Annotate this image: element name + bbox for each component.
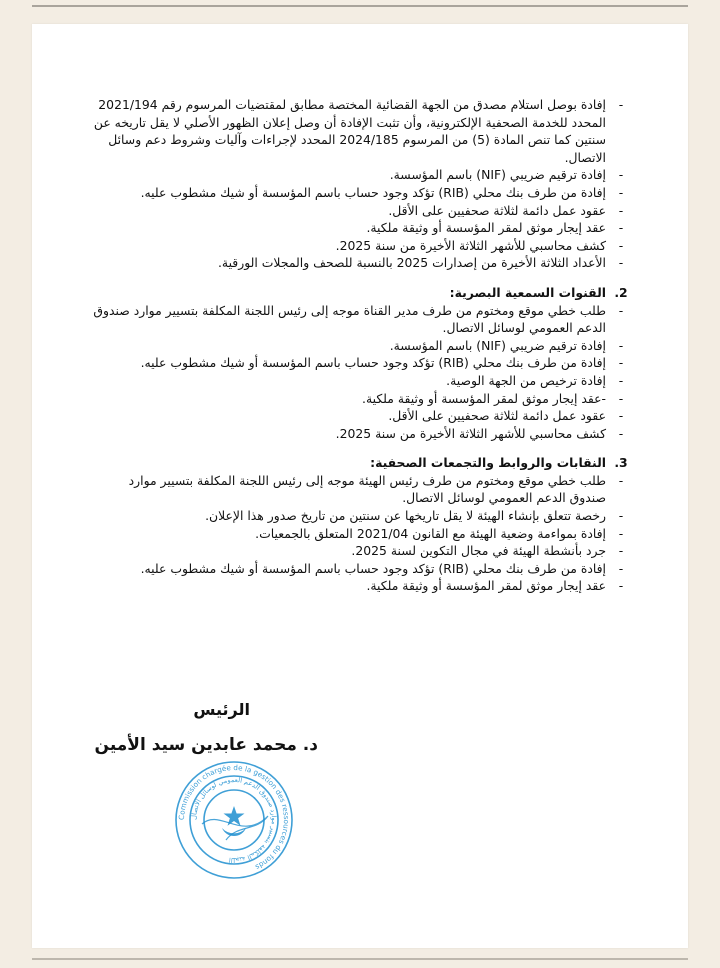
list-item: - عقود عمل دائمة لثلاثة صحفيين على الأقل.	[388, 202, 624, 218]
list-item: - إفادة ترخيص من الجهة الوصية.	[446, 372, 624, 388]
audiovisual-section	[92, 284, 636, 442]
signatory-name: د. محمد عابدين سيد الأمين	[94, 735, 318, 755]
list-item: - جرد بأنشطة الهيئة في مجال التكوين لسنة 2025.	[351, 543, 624, 559]
section-heading	[92, 454, 636, 472]
list-item: - إفادة بوصل استلام مصدق من الجهة القضائية المختصة مطابق لمقتضيات المرسوم رقم 2021/194 المحدد للخدمة الصحفية الإلكترونية، وأن تثبت الإفادة أن وصل إعلان الظهور الأصلي لا يقل تاريخه عن سنتين كما تنص المادة (5) من المرسوم 2024/185 المحدد لإجراءات وآليات وشروط دعم وسائل الاتصال.	[93, 97, 624, 165]
stamp-ring-text-ar: اللجنة المكلفة بتسيير موارد صندوق الدعم العمومي لوسائل الاتصال	[189, 775, 279, 865]
list-item: - الأعداد الثلاثة الأخيرة من إصدارات 2025 بالنسبة للصحف والمجلات الورقية.	[217, 255, 624, 271]
list-item: - -عقد إيجار موثق لمقر المؤسسة أو وثيقة ملكية.	[362, 390, 624, 406]
list-item: - عقد إيجار موثق لمقر المؤسسة أو وثيقة ملكية.	[366, 220, 624, 236]
list-item: - كشف محاسبي للأشهر الثلاثة الأخيرة من سنة 2025.	[335, 237, 624, 253]
list-item: - كشف محاسبي للأشهر الثلاثة الأخيرة من سنة 2025.	[335, 425, 624, 441]
stamp-ring-text-fr: Commission chargée de la gestion des ressources du fonds	[176, 762, 292, 872]
list-item: - إفادة من طرف بنك محلي (RIB) تؤكد وجود حساب باسم المؤسسة أو شيك مشطوب عليه.	[140, 355, 624, 371]
official-stamp-icon	[172, 758, 296, 882]
top-divider	[32, 5, 688, 7]
unions-section	[92, 454, 636, 595]
list-item: - عقود عمل دائمة لثلاثة صحفيين على الأقل.	[388, 408, 624, 424]
list-item: - إفادة من طرف بنك محلي (RIB) تؤكد وجود حساب باسم المؤسسة أو شيك مشطوب عليه.	[140, 184, 624, 200]
document-body	[92, 96, 636, 595]
section-number: 3.	[614, 455, 628, 471]
list-item: - رخصة تتعلق بإنشاء الهيئة لا يقل تاريخها عن سنتين من تاريخ صدور هذا الإعلان.	[205, 508, 624, 524]
section-title: النقابات والروابط والتجمعات الصحفية:	[370, 455, 606, 471]
crescent-star-icon	[222, 806, 246, 836]
list-item: - إفادة من طرف بنك محلي (RIB) تؤكد وجود حساب باسم المؤسسة أو شيك مشطوب عليه.	[140, 560, 624, 576]
list-item: - إفادة بمواءمة وضعية الهيئة مع القانون 2021/04 المتعلق بالجمعيات.	[255, 525, 624, 541]
section-title: القنوات السمعية البصرية:	[449, 284, 606, 300]
section-heading	[92, 284, 636, 302]
section-number: 2.	[614, 284, 628, 300]
list-item: - طلب خطي موقع ومختوم من طرف رئيس الهيئة موجه إلى رئيس اللجنة المكلفة بتسيير موارد صندوق الدعم العمومي لوسائل الاتصال.	[128, 472, 624, 506]
signatory-title: الرئيس	[193, 700, 250, 719]
list-item: - طلب خطي موقع ومختوم من طرف مدير القناة موجه إلى رئيس اللجنة المكلفة بتسيير موارد صندوق الدعم العمومي لوسائل الاتصال.	[93, 302, 624, 336]
press-requirements-list	[92, 96, 636, 272]
list-item: - إفادة ترقيم ضريبي (NIF) باسم المؤسسة.	[389, 337, 624, 353]
bottom-divider	[32, 958, 688, 960]
list-item: - إفادة ترقيم ضريبي (NIF) باسم المؤسسة.	[389, 167, 624, 183]
list-item: - عقد إيجار موثق لمقر المؤسسة أو وثيقة ملكية.	[366, 578, 624, 594]
